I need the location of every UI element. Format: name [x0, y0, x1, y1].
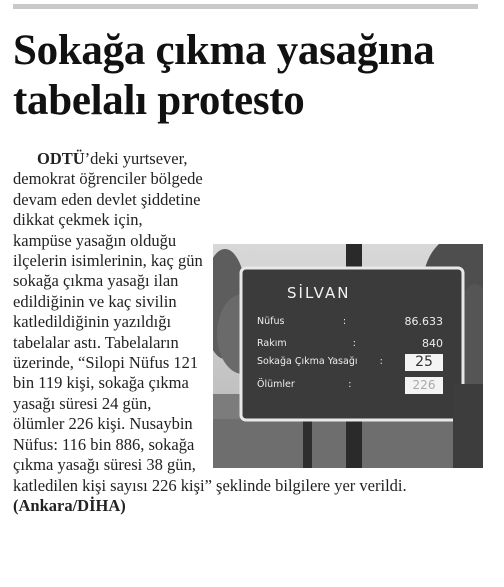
- top-rule: [13, 4, 478, 9]
- sign-row-value: 25: [405, 354, 443, 371]
- sign-row-label: Sokağa Çıkma Yasağı: [257, 356, 358, 367]
- sign-row-value: 226: [405, 377, 443, 394]
- sign-row-sep: :: [348, 379, 352, 390]
- sign-row-population: [257, 312, 443, 332]
- sign-row-value: 840: [422, 337, 443, 350]
- article-text: ’deki yurtsever, demokrat öğrenciler bölgede devam eden devlet şiddetine dikkat çekmek için, kampüse yasağın olduğu ilçelerin isimlerinin, kaç gün sokağa çıkma yasağı ilan edildiğinin ve kaç sivilin katledildiğinin yazıldığı tabelalar astı. Tabelaların üzerinde, “Silopi Nüfus 121 bin 119 kişi, sokağa çıkma yasağı süresi 24 gün, ölümler 226 kişi. Nusaybin Nüfus: 116 bin 886, sokağa çıkma yasağı süresi 38 gün, katledilen kişi sayısı 226 kişi” şeklinde bilgilere yer verildi.: [13, 149, 407, 495]
- sign-row-sep: :: [352, 338, 356, 349]
- sign-row-curfew: [257, 352, 443, 372]
- sign-row-sep: :: [379, 356, 383, 367]
- headline: [13, 26, 493, 126]
- sign-row-label: Rakım: [257, 338, 287, 349]
- headline-line-2: tabelalı protesto: [13, 77, 305, 124]
- article-credit: (Ankara/DİHA): [13, 495, 126, 515]
- sign-row-label: Nüfus: [257, 316, 285, 327]
- news-photo: [213, 244, 483, 468]
- sign-row-label: Ölümler: [257, 379, 295, 390]
- article-body: [13, 149, 483, 516]
- sign-title: SİLVAN: [287, 284, 351, 302]
- article-lead: ODTÜ: [37, 149, 85, 168]
- sign-row-value: 86.633: [404, 315, 443, 328]
- sign-row-sep: :: [342, 316, 347, 327]
- sign-row-deaths: [257, 375, 443, 395]
- headline-line-1: Sokağa çıkma yasağına: [13, 27, 435, 74]
